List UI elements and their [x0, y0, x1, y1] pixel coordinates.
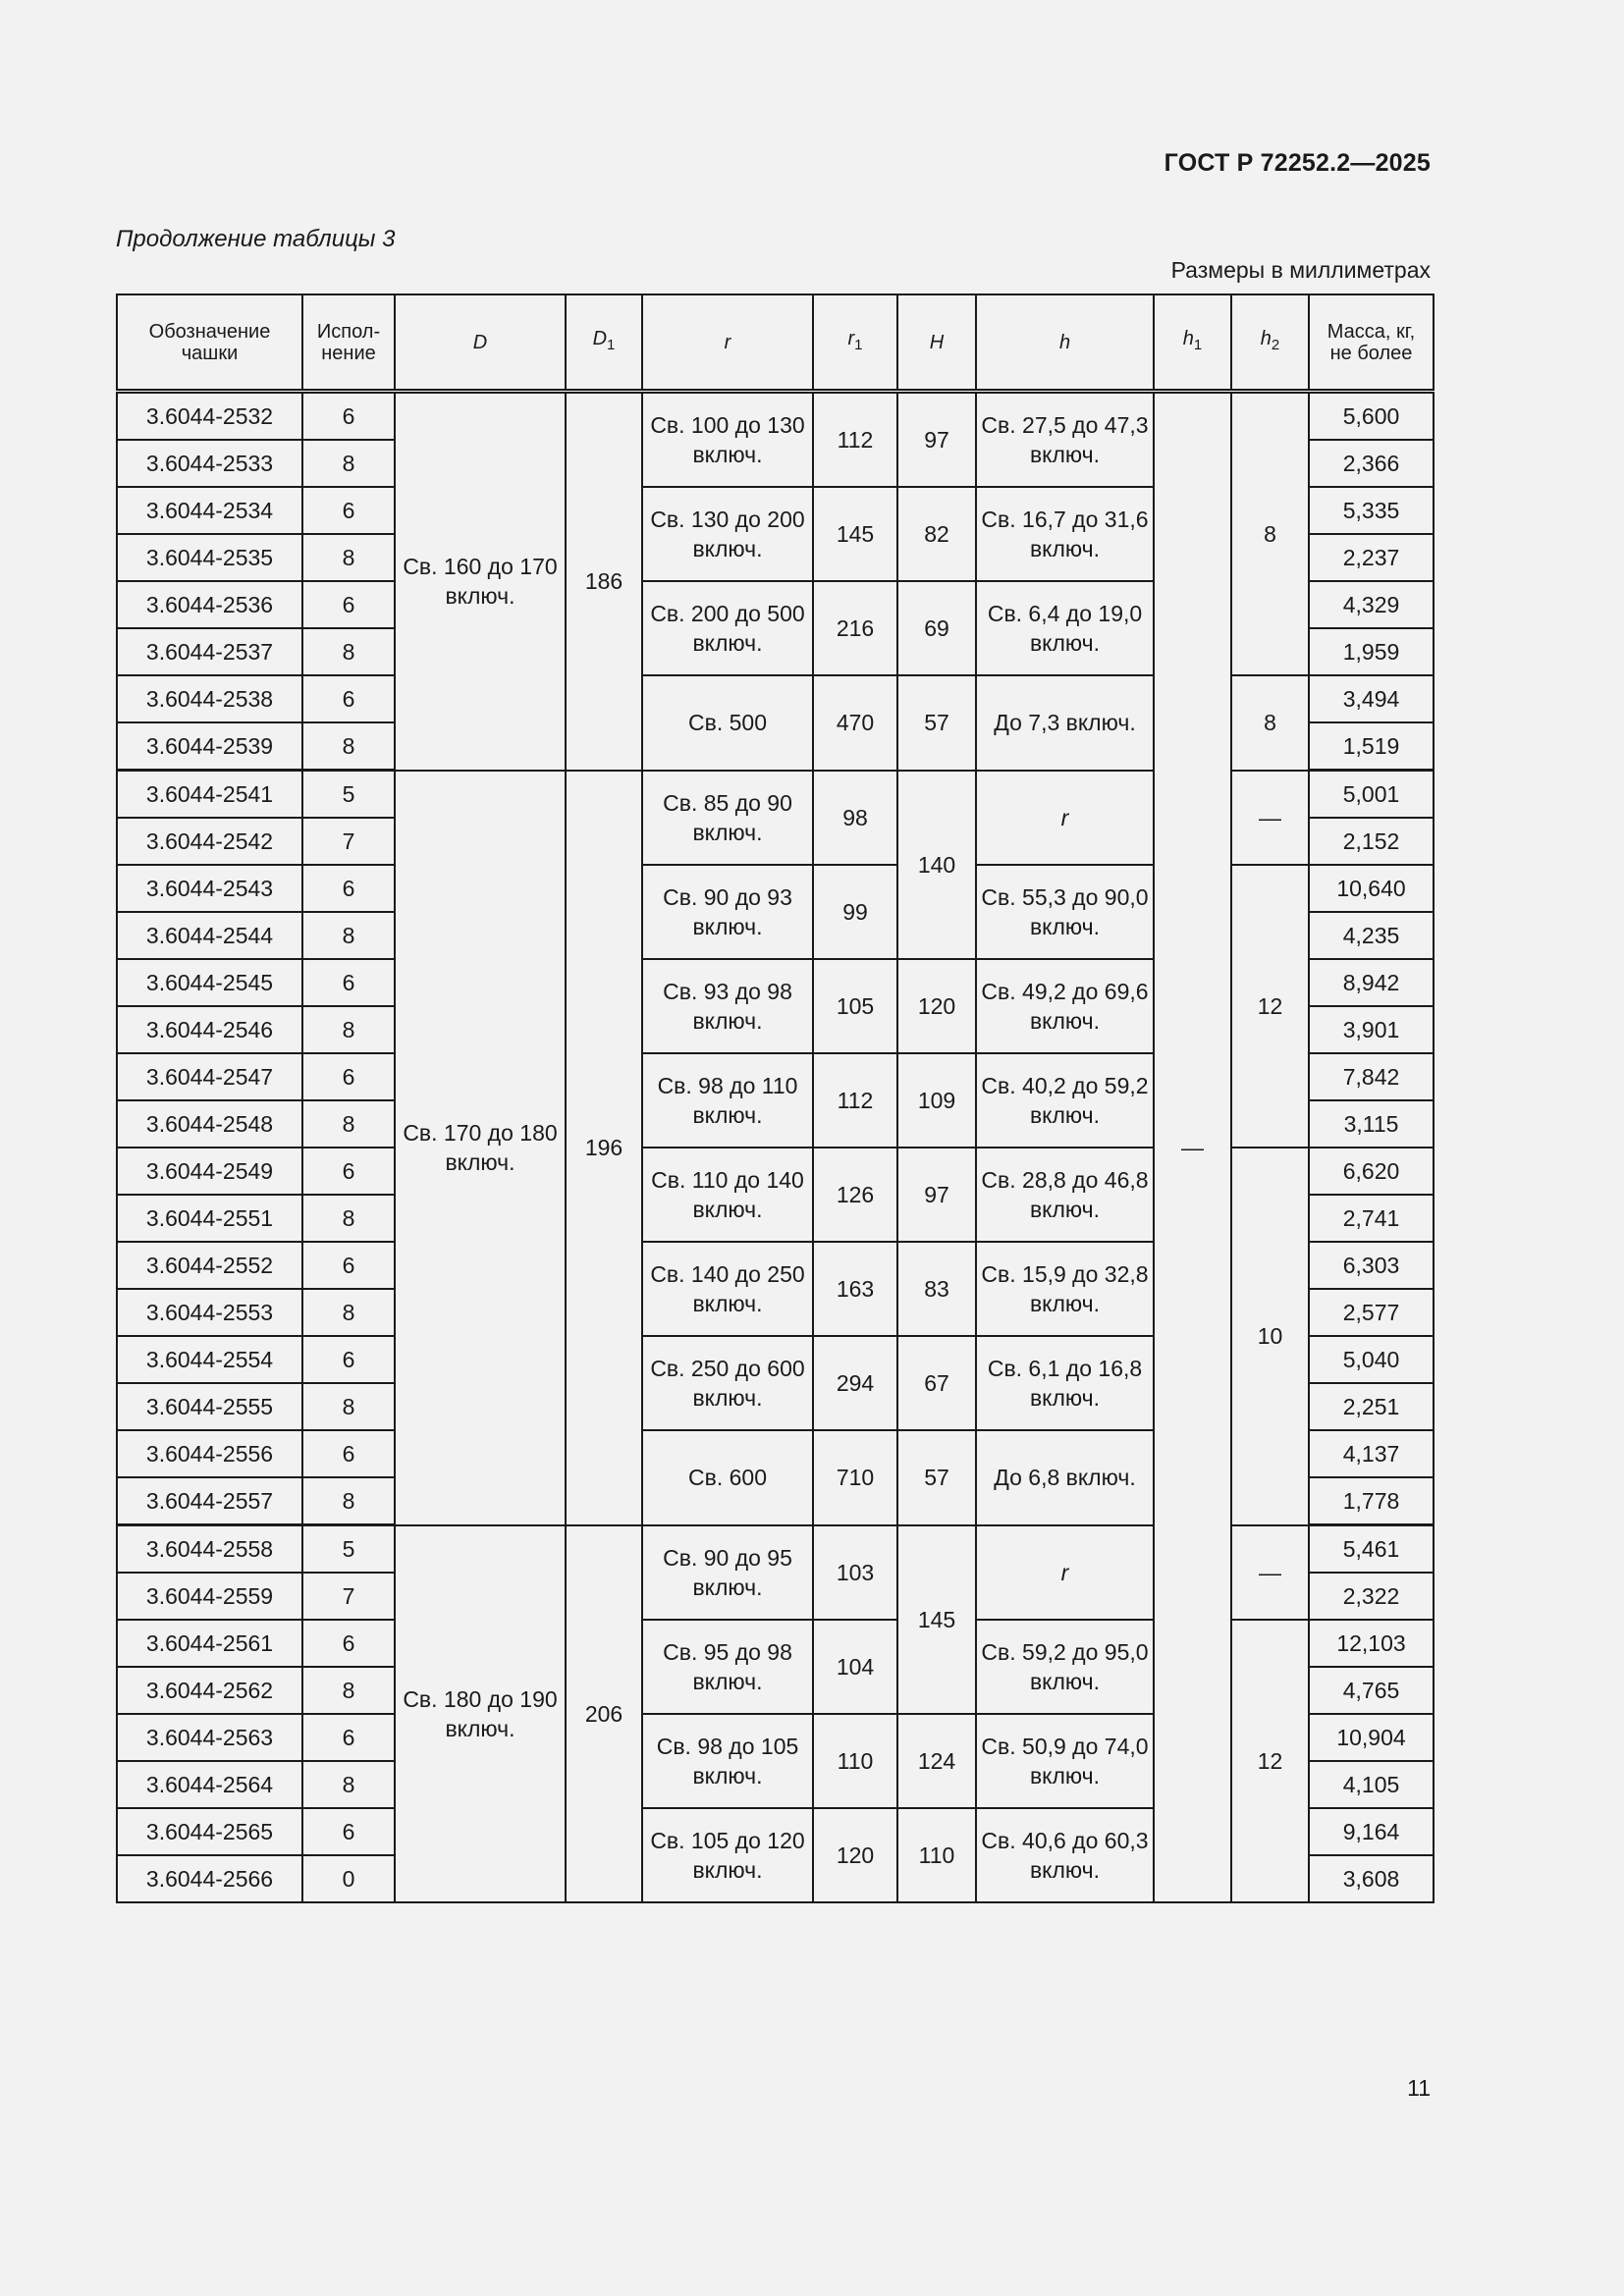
designation-cell: 3.6044-2544: [117, 912, 302, 959]
table-row: [117, 675, 1434, 722]
r1-cell: 710: [813, 1430, 897, 1525]
D-cell: Св. 170 до 180 включ.: [395, 771, 566, 1525]
designation-cell: 3.6044-2534: [117, 487, 302, 534]
H-cell: 97: [897, 392, 976, 488]
designation-cell: 3.6044-2549: [117, 1148, 302, 1195]
header-h1: $h_1$: [1154, 294, 1231, 392]
header-h: h: [976, 294, 1154, 392]
h2-cell: 8: [1231, 675, 1309, 771]
r1-cell: 120: [813, 1808, 897, 1902]
version-cell: 8: [302, 534, 395, 581]
D-cell: Св. 180 до 190 включ.: [395, 1525, 566, 1903]
h-cell: Св. 15,9 до 32,8 включ.: [976, 1242, 1154, 1336]
r-cell: Св. 98 до 110 включ.: [642, 1053, 813, 1148]
mass-cell: 5,600: [1309, 392, 1434, 441]
h-cell: Св. 28,8 до 46,8 включ.: [976, 1148, 1154, 1242]
version-cell: 5: [302, 1525, 395, 1574]
mass-cell: 10,904: [1309, 1714, 1434, 1761]
mass-cell: 5,335: [1309, 487, 1434, 534]
r1-cell: 98: [813, 771, 897, 866]
mass-cell: 3,608: [1309, 1855, 1434, 1902]
mass-cell: 3,901: [1309, 1006, 1434, 1053]
h-cell: Св. 40,6 до 60,3 включ.: [976, 1808, 1154, 1902]
designation-cell: 3.6044-2562: [117, 1667, 302, 1714]
r1-cell: 145: [813, 487, 897, 581]
h-cell: r: [976, 1525, 1154, 1621]
mass-cell: 2,152: [1309, 818, 1434, 865]
designation-cell: 3.6044-2558: [117, 1525, 302, 1574]
r1-cell: 105: [813, 959, 897, 1053]
mass-cell: 1,519: [1309, 722, 1434, 771]
D1-cell: 186: [566, 392, 642, 771]
mass-cell: 8,942: [1309, 959, 1434, 1006]
r-cell: Св. 100 до 130 включ.: [642, 392, 813, 488]
r1-cell: 112: [813, 1053, 897, 1148]
r1-cell: 163: [813, 1242, 897, 1336]
designation-cell: 3.6044-2533: [117, 440, 302, 487]
designation-cell: 3.6044-2535: [117, 534, 302, 581]
header-r1: $r_1$: [813, 294, 897, 392]
mass-cell: 12,103: [1309, 1620, 1434, 1667]
designation-cell: 3.6044-2553: [117, 1289, 302, 1336]
mass-cell: 6,620: [1309, 1148, 1434, 1195]
header-mass: Масса, кг, не более: [1309, 294, 1434, 392]
version-cell: 8: [302, 1100, 395, 1148]
version-cell: 6: [302, 1808, 395, 1855]
version-cell: 8: [302, 1289, 395, 1336]
version-cell: 6: [302, 959, 395, 1006]
version-cell: 5: [302, 771, 395, 819]
version-cell: 8: [302, 1667, 395, 1714]
r-cell: Св. 250 до 600 включ.: [642, 1336, 813, 1430]
designation-cell: 3.6044-2546: [117, 1006, 302, 1053]
table-row: [117, 392, 1434, 441]
r-cell: Св. 93 до 98 включ.: [642, 959, 813, 1053]
mass-cell: 2,366: [1309, 440, 1434, 487]
designation-cell: 3.6044-2564: [117, 1761, 302, 1808]
header-D: D: [395, 294, 566, 392]
r-cell: Св. 95 до 98 включ.: [642, 1620, 813, 1714]
designation-cell: 3.6044-2551: [117, 1195, 302, 1242]
mass-cell: 4,105: [1309, 1761, 1434, 1808]
r-cell: Св. 105 до 120 включ.: [642, 1808, 813, 1902]
r-cell: Св. 500: [642, 675, 813, 771]
designation-cell: 3.6044-2554: [117, 1336, 302, 1383]
mass-cell: 10,640: [1309, 865, 1434, 912]
mass-cell: 2,237: [1309, 534, 1434, 581]
designation-cell: 3.6044-2563: [117, 1714, 302, 1761]
table-row: [117, 1148, 1434, 1195]
h-cell: Св. 27,5 до 47,3 включ.: [976, 392, 1154, 488]
table-header-row: [117, 294, 1434, 392]
header-H: H: [897, 294, 976, 392]
designation-cell: 3.6044-2541: [117, 771, 302, 819]
h-cell: Св. 59,2 до 95,0 включ.: [976, 1620, 1154, 1714]
page-number: 11: [1407, 2075, 1431, 2101]
r1-cell: 294: [813, 1336, 897, 1430]
D-cell: Св. 160 до 170 включ.: [395, 392, 566, 771]
H-cell: 145: [897, 1525, 976, 1715]
h2-cell: —: [1231, 771, 1309, 866]
version-cell: 8: [302, 1761, 395, 1808]
h2-cell: —: [1231, 1525, 1309, 1621]
table-row: [117, 1620, 1434, 1667]
r1-cell: 216: [813, 581, 897, 675]
mass-cell: 2,251: [1309, 1383, 1434, 1430]
table-row: [117, 1525, 1434, 1574]
mass-cell: 6,303: [1309, 1242, 1434, 1289]
designation-cell: 3.6044-2532: [117, 392, 302, 441]
H-cell: 110: [897, 1808, 976, 1902]
mass-cell: 4,235: [1309, 912, 1434, 959]
designation-cell: 3.6044-2537: [117, 628, 302, 675]
version-cell: 7: [302, 818, 395, 865]
designation-cell: 3.6044-2538: [117, 675, 302, 722]
designation-cell: 3.6044-2547: [117, 1053, 302, 1100]
r-cell: Св. 90 до 93 включ.: [642, 865, 813, 959]
H-cell: 97: [897, 1148, 976, 1242]
r-cell: Св. 110 до 140 включ.: [642, 1148, 813, 1242]
designation-cell: 3.6044-2565: [117, 1808, 302, 1855]
document-code: ГОСТ Р 72252.2—2025: [1164, 149, 1431, 177]
r1-cell: 126: [813, 1148, 897, 1242]
version-cell: 6: [302, 865, 395, 912]
version-cell: 6: [302, 1336, 395, 1383]
header-r: r: [642, 294, 813, 392]
version-cell: 6: [302, 675, 395, 722]
header-h2: $h_2$: [1231, 294, 1309, 392]
version-cell: 6: [302, 1242, 395, 1289]
designation-cell: 3.6044-2545: [117, 959, 302, 1006]
h2-cell: 12: [1231, 865, 1309, 1148]
H-cell: 57: [897, 1430, 976, 1525]
version-cell: 6: [302, 487, 395, 534]
h2-cell: 8: [1231, 392, 1309, 676]
designation-cell: 3.6044-2561: [117, 1620, 302, 1667]
table-row: [117, 771, 1434, 819]
mass-cell: 3,115: [1309, 1100, 1434, 1148]
designation-cell: 3.6044-2536: [117, 581, 302, 628]
D1-cell: 196: [566, 771, 642, 1525]
version-cell: 8: [302, 628, 395, 675]
version-cell: 8: [302, 1477, 395, 1525]
designation-cell: 3.6044-2548: [117, 1100, 302, 1148]
H-cell: 69: [897, 581, 976, 675]
h-cell: r: [976, 771, 1154, 866]
version-cell: 6: [302, 1714, 395, 1761]
H-cell: 120: [897, 959, 976, 1053]
mass-cell: 2,741: [1309, 1195, 1434, 1242]
designation-cell: 3.6044-2555: [117, 1383, 302, 1430]
designation-cell: 3.6044-2542: [117, 818, 302, 865]
mass-cell: 3,494: [1309, 675, 1434, 722]
units-note: Размеры в миллиметрах: [1170, 257, 1431, 283]
mass-cell: 5,040: [1309, 1336, 1434, 1383]
h-cell: Св. 55,3 до 90,0 включ.: [976, 865, 1154, 959]
version-cell: 8: [302, 1195, 395, 1242]
table-caption: Продолжение таблицы 3: [116, 226, 396, 252]
header-designation: Обозначение чашки: [117, 294, 302, 392]
H-cell: 83: [897, 1242, 976, 1336]
mass-cell: 4,765: [1309, 1667, 1434, 1714]
h1-cell: —: [1154, 392, 1231, 1903]
mass-cell: 4,137: [1309, 1430, 1434, 1477]
H-cell: 82: [897, 487, 976, 581]
header-D1: $D_1$: [566, 294, 642, 392]
r1-cell: 110: [813, 1714, 897, 1808]
version-cell: 8: [302, 722, 395, 771]
h-cell: Св. 6,1 до 16,8 включ.: [976, 1336, 1154, 1430]
version-cell: 6: [302, 581, 395, 628]
h-cell: Св. 16,7 до 31,6 включ.: [976, 487, 1154, 581]
H-cell: 140: [897, 771, 976, 960]
r-cell: Св. 130 до 200 включ.: [642, 487, 813, 581]
h-cell: Св. 49,2 до 69,6 включ.: [976, 959, 1154, 1053]
mass-cell: 5,461: [1309, 1525, 1434, 1574]
h-cell: До 6,8 включ.: [976, 1430, 1154, 1525]
mass-cell: 1,778: [1309, 1477, 1434, 1525]
designation-cell: 3.6044-2566: [117, 1855, 302, 1902]
version-cell: 6: [302, 1148, 395, 1195]
r-cell: Св. 98 до 105 включ.: [642, 1714, 813, 1808]
dimensions-table: [116, 294, 1435, 1903]
r1-cell: 112: [813, 392, 897, 488]
mass-cell: 1,959: [1309, 628, 1434, 675]
r1-cell: 103: [813, 1525, 897, 1621]
D1-cell: 206: [566, 1525, 642, 1903]
version-cell: 6: [302, 1620, 395, 1667]
version-cell: 8: [302, 440, 395, 487]
version-cell: 6: [302, 1430, 395, 1477]
h-cell: Св. 40,2 до 59,2 включ.: [976, 1053, 1154, 1148]
r1-cell: 104: [813, 1620, 897, 1714]
mass-cell: 9,164: [1309, 1808, 1434, 1855]
header-version: Испол-нение: [302, 294, 395, 392]
mass-cell: 4,329: [1309, 581, 1434, 628]
version-cell: 8: [302, 1383, 395, 1430]
h2-cell: 12: [1231, 1620, 1309, 1902]
designation-cell: 3.6044-2559: [117, 1573, 302, 1620]
designation-cell: 3.6044-2539: [117, 722, 302, 771]
H-cell: 67: [897, 1336, 976, 1430]
H-cell: 124: [897, 1714, 976, 1808]
version-cell: 6: [302, 1053, 395, 1100]
designation-cell: 3.6044-2556: [117, 1430, 302, 1477]
r-cell: Св. 140 до 250 включ.: [642, 1242, 813, 1336]
h-cell: До 7,3 включ.: [976, 675, 1154, 771]
r1-cell: 99: [813, 865, 897, 959]
r-cell: Св. 600: [642, 1430, 813, 1525]
version-cell: 8: [302, 1006, 395, 1053]
r-cell: Св. 200 до 500 включ.: [642, 581, 813, 675]
designation-cell: 3.6044-2543: [117, 865, 302, 912]
version-cell: 7: [302, 1573, 395, 1620]
version-cell: 6: [302, 392, 395, 441]
version-cell: 0: [302, 1855, 395, 1902]
h2-cell: 10: [1231, 1148, 1309, 1525]
mass-cell: 2,577: [1309, 1289, 1434, 1336]
designation-cell: 3.6044-2552: [117, 1242, 302, 1289]
r-cell: Св. 90 до 95 включ.: [642, 1525, 813, 1621]
H-cell: 57: [897, 675, 976, 771]
mass-cell: 5,001: [1309, 771, 1434, 819]
h-cell: Св. 50,9 до 74,0 включ.: [976, 1714, 1154, 1808]
H-cell: 109: [897, 1053, 976, 1148]
version-cell: 8: [302, 912, 395, 959]
h-cell: Св. 6,4 до 19,0 включ.: [976, 581, 1154, 675]
table-row: [117, 865, 1434, 912]
r-cell: Св. 85 до 90 включ.: [642, 771, 813, 866]
mass-cell: 2,322: [1309, 1573, 1434, 1620]
r1-cell: 470: [813, 675, 897, 771]
mass-cell: 7,842: [1309, 1053, 1434, 1100]
designation-cell: 3.6044-2557: [117, 1477, 302, 1525]
